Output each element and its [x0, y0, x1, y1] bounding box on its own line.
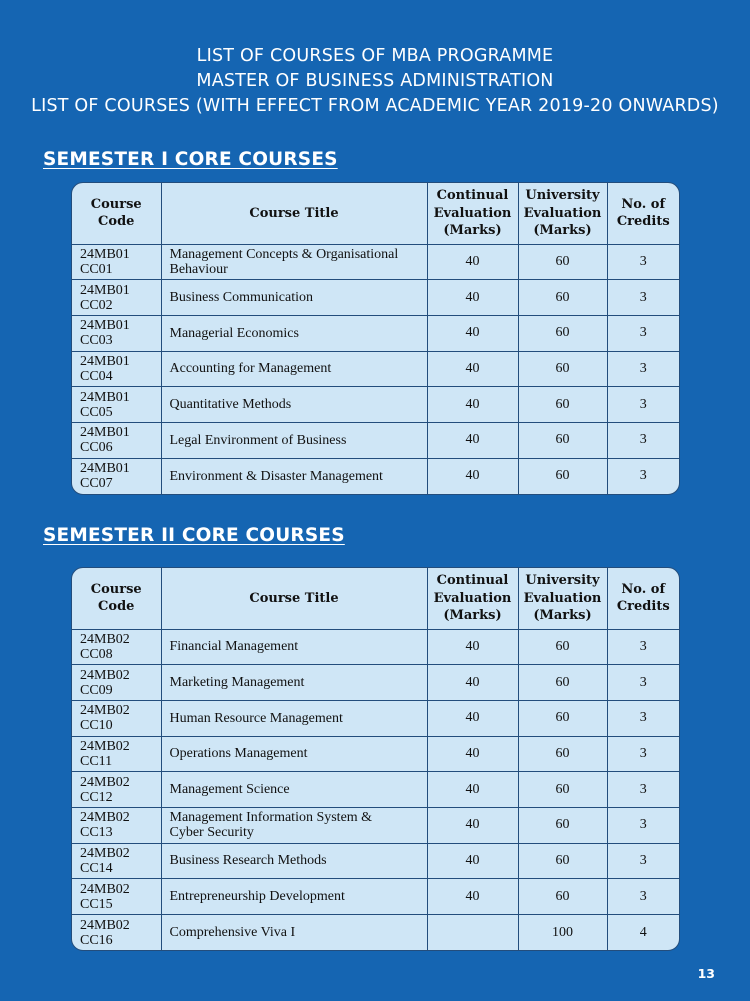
university-evaluation-cell: 60: [518, 280, 607, 316]
continual-evaluation-cell: 40: [427, 807, 518, 843]
credits-cell: 3: [607, 629, 679, 665]
course-code-cell: [72, 458, 161, 494]
course-title-line-1: Business Communication: [169, 290, 313, 306]
university-evaluation-cell: 60: [518, 244, 607, 280]
credits-cell: 3: [607, 387, 679, 423]
continual-evaluation-cell: 40: [427, 422, 518, 458]
course-title-cell: [161, 665, 427, 701]
course-title-cell: [161, 700, 427, 736]
course-code-part-2: CC02: [80, 297, 113, 313]
table-row: [72, 315, 679, 351]
table-header-row: [72, 183, 679, 244]
university-evaluation-cell: 60: [518, 807, 607, 843]
university-evaluation-cell: 100: [518, 915, 607, 951]
course-title-cell: [161, 772, 427, 808]
course-code-cell: [72, 351, 161, 387]
course-code-part-2: CC14: [80, 860, 113, 876]
credits-cell: 3: [607, 244, 679, 280]
course-title-cell: [161, 315, 427, 351]
continual-evaluation-cell: 40: [427, 772, 518, 808]
header-continual-evaluation: Continual Evaluation (Marks): [427, 568, 518, 629]
course-code-part-1: 24MB01: [80, 353, 130, 369]
semester-2-table: [71, 567, 680, 951]
table-row: [72, 665, 679, 701]
course-code-cell: [72, 879, 161, 915]
header-course-title: Course Title: [161, 183, 427, 244]
table-row: [72, 387, 679, 423]
course-code-part-1: 24MB02: [80, 738, 130, 754]
table-row: [72, 807, 679, 843]
course-code-part-2: CC03: [80, 333, 113, 349]
course-title-line-1: Management Science: [169, 782, 290, 798]
continual-evaluation-cell: 40: [427, 843, 518, 879]
table-row: [72, 915, 679, 951]
university-evaluation-cell: 60: [518, 351, 607, 387]
course-title-cell: [161, 351, 427, 387]
table-row: [72, 244, 679, 280]
course-title-line-2: Behaviour: [169, 261, 228, 277]
university-evaluation-cell: 60: [518, 736, 607, 772]
semester-1-heading: SEMESTER I CORE COURSES: [43, 149, 338, 170]
continual-evaluation-cell: 40: [427, 458, 518, 494]
header-university-evaluation: University Evaluation (Marks): [518, 568, 607, 629]
course-code-part-2: CC01: [80, 261, 113, 277]
course-code-cell: [72, 665, 161, 701]
credits-cell: 3: [607, 807, 679, 843]
course-code-part-2: CC13: [80, 825, 113, 841]
course-code-part-1: 24MB02: [80, 917, 130, 933]
header-course-code: Course Code: [72, 568, 161, 629]
continual-evaluation-cell: 40: [427, 629, 518, 665]
course-code-cell: [72, 915, 161, 951]
course-title-line-1: Legal Environment of Business: [169, 432, 347, 448]
header-continual-evaluation: Continual Evaluation (Marks): [427, 183, 518, 244]
course-title-line-1: Entrepreneurship Development: [169, 889, 345, 905]
semester-2-heading: SEMESTER II CORE COURSES: [43, 525, 345, 546]
course-code-cell: [72, 315, 161, 351]
credits-cell: 3: [607, 772, 679, 808]
university-evaluation-cell: 60: [518, 665, 607, 701]
course-code-part-2: CC10: [80, 718, 113, 734]
table-row: [72, 843, 679, 879]
course-code-part-2: CC04: [80, 368, 113, 384]
course-title-line-1: Human Resource Management: [169, 710, 343, 726]
course-title-line-1: Management Information System &: [169, 810, 373, 826]
course-code-part-1: 24MB02: [80, 703, 130, 719]
course-code-part-1: 24MB02: [80, 631, 130, 647]
course-title-line-1: Managerial Economics: [169, 325, 299, 341]
course-code-part-1: 24MB02: [80, 881, 130, 897]
continual-evaluation-cell: 40: [427, 387, 518, 423]
header-credits: No. of Credits: [607, 568, 679, 629]
course-code-part-1: 24MB02: [80, 845, 130, 861]
header-line-1: LIST OF COURSES OF MBA PROGRAMME: [196, 46, 554, 66]
credits-cell: 4: [607, 915, 679, 951]
table-row: [72, 772, 679, 808]
course-title-cell: [161, 843, 427, 879]
course-title-cell: [161, 807, 427, 843]
course-title-line-1: Quantitative Methods: [169, 397, 292, 413]
course-code-part-1: 24MB01: [80, 461, 130, 477]
university-evaluation-cell: 60: [518, 700, 607, 736]
semester-1-table: [71, 182, 680, 495]
table-row: [72, 422, 679, 458]
continual-evaluation-cell: 40: [427, 280, 518, 316]
header-credits: No. of Credits: [607, 183, 679, 244]
course-code-part-1: 24MB02: [80, 667, 130, 683]
course-code-part-1: 24MB02: [80, 774, 130, 790]
university-evaluation-cell: 60: [518, 629, 607, 665]
table-row: [72, 280, 679, 316]
course-title-cell: [161, 879, 427, 915]
page-header: [0, 44, 750, 119]
university-evaluation-cell: 60: [518, 422, 607, 458]
course-code-part-2: CC16: [80, 932, 113, 948]
credits-cell: 3: [607, 458, 679, 494]
university-evaluation-cell: 60: [518, 315, 607, 351]
course-title-line-1: Operations Management: [169, 746, 308, 762]
course-title-line-1: Business Research Methods: [169, 853, 327, 869]
credits-cell: 3: [607, 843, 679, 879]
university-evaluation-cell: 60: [518, 843, 607, 879]
course-code-cell: [72, 772, 161, 808]
course-code-cell: [72, 843, 161, 879]
header-line-3: LIST OF COURSES (WITH EFFECT FROM ACADEMIC YEAR 2019-20 ONWARDS): [31, 96, 719, 116]
course-code-cell: [72, 736, 161, 772]
course-code-part-2: CC06: [80, 440, 113, 456]
university-evaluation-cell: 60: [518, 772, 607, 808]
table-row: [72, 629, 679, 665]
page-number: 13: [697, 966, 715, 981]
course-code-cell: [72, 629, 161, 665]
course-title-line-1: Management Concepts & Organisational: [169, 246, 399, 262]
course-title-line-1: Financial Management: [169, 639, 299, 655]
course-title-cell: [161, 736, 427, 772]
course-code-part-2: CC11: [80, 753, 113, 769]
course-code-part-2: CC09: [80, 682, 113, 698]
continual-evaluation-cell: 40: [427, 879, 518, 915]
header-course-title: Course Title: [161, 568, 427, 629]
credits-cell: 3: [607, 280, 679, 316]
course-code-part-1: 24MB01: [80, 282, 130, 298]
credits-cell: 3: [607, 700, 679, 736]
course-title-cell: [161, 244, 427, 280]
course-code-part-1: 24MB01: [80, 389, 130, 405]
course-code-part-1: 24MB02: [80, 810, 130, 826]
course-title-line-2: Cyber Security: [169, 825, 254, 841]
course-code-cell: [72, 244, 161, 280]
course-title-cell: [161, 915, 427, 951]
course-code-part-1: 24MB01: [80, 425, 130, 441]
semester-2-table-body: [72, 629, 679, 950]
continual-evaluation-cell: 40: [427, 700, 518, 736]
continual-evaluation-cell: 40: [427, 736, 518, 772]
university-evaluation-cell: 60: [518, 387, 607, 423]
continual-evaluation-cell: 40: [427, 315, 518, 351]
header-course-code: Course Code: [72, 183, 161, 244]
table-row: [72, 736, 679, 772]
table-row: [72, 351, 679, 387]
credits-cell: 3: [607, 422, 679, 458]
credits-cell: 3: [607, 665, 679, 701]
course-code-part-1: 24MB01: [80, 246, 130, 262]
course-code-part-2: CC15: [80, 896, 113, 912]
university-evaluation-cell: 60: [518, 458, 607, 494]
continual-evaluation-cell: 40: [427, 244, 518, 280]
credits-cell: 3: [607, 879, 679, 915]
header-university-evaluation: University Evaluation (Marks): [518, 183, 607, 244]
course-title-cell: [161, 422, 427, 458]
credits-cell: 3: [607, 315, 679, 351]
semester-1-table-body: [72, 244, 679, 494]
continual-evaluation-cell: [427, 915, 518, 951]
course-code-cell: [72, 280, 161, 316]
university-evaluation-cell: 60: [518, 879, 607, 915]
table-header-row: [72, 568, 679, 629]
table-row: [72, 879, 679, 915]
course-title-line-1: Marketing Management: [169, 675, 305, 691]
course-title-line-1: Environment & Disaster Management: [169, 468, 383, 484]
course-title-line-1: Accounting for Management: [169, 361, 332, 377]
course-code-part-2: CC08: [80, 646, 113, 662]
table-row: [72, 458, 679, 494]
credits-cell: 3: [607, 736, 679, 772]
course-title-cell: [161, 387, 427, 423]
header-line-2: MASTER OF BUSINESS ADMINISTRATION: [196, 71, 554, 91]
course-title-cell: [161, 280, 427, 316]
course-code-cell: [72, 422, 161, 458]
course-code-cell: [72, 387, 161, 423]
course-title-line-1: Comprehensive Viva I: [169, 925, 296, 941]
course-code-part-2: CC12: [80, 789, 113, 805]
course-code-part-2: CC05: [80, 404, 113, 420]
course-code-cell: [72, 700, 161, 736]
course-code-cell: [72, 807, 161, 843]
credits-cell: 3: [607, 351, 679, 387]
continual-evaluation-cell: 40: [427, 665, 518, 701]
course-code-part-1: 24MB01: [80, 318, 130, 334]
continual-evaluation-cell: 40: [427, 351, 518, 387]
course-title-cell: [161, 629, 427, 665]
course-title-cell: [161, 458, 427, 494]
table-row: [72, 700, 679, 736]
course-code-part-2: CC07: [80, 476, 113, 492]
